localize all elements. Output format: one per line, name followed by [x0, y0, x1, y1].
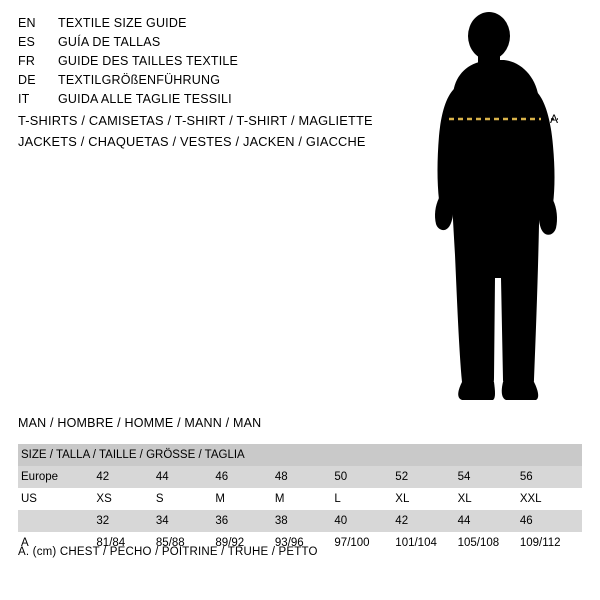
category-list — [18, 110, 418, 152]
category-tshirts: T-SHIRTS / CAMISETAS / T-SHIRT / T-SHIRT / MAGLIETTE — [18, 113, 373, 128]
male-figure-illustration — [400, 10, 600, 410]
cell: L — [334, 493, 341, 505]
cell: 97/100 — [334, 537, 370, 549]
cell: 42 — [96, 471, 110, 483]
measure-marker-label: A — [550, 112, 559, 126]
cell: 56 — [519, 471, 533, 483]
language-row — [18, 92, 378, 111]
cell: 40 — [334, 515, 348, 527]
row-label: US — [21, 493, 37, 505]
cell: XXL — [519, 493, 542, 505]
cell: 109/112 — [519, 537, 561, 549]
cell: 50 — [334, 471, 348, 483]
cell: 81/84 — [96, 537, 126, 549]
language-code: ES — [18, 35, 36, 49]
language-row — [18, 54, 378, 73]
table-row — [18, 510, 582, 532]
language-row — [18, 35, 378, 54]
cell: 54 — [457, 471, 471, 483]
figure-svg — [400, 10, 600, 410]
table-row — [18, 488, 582, 510]
language-code: FR — [18, 54, 36, 68]
cell: 34 — [155, 515, 169, 527]
language-text: TEXTILE SIZE GUIDE — [58, 16, 187, 30]
language-code: EN — [18, 16, 36, 30]
cell: 101/104 — [395, 537, 437, 549]
cell: 48 — [274, 471, 288, 483]
table-title: MAN / HOMBRE / HOMME / MANN / MAN — [18, 416, 262, 430]
language-row — [18, 73, 378, 92]
language-text: GUÍA DE TALLAS — [58, 35, 161, 49]
cell: 32 — [96, 515, 110, 527]
cell: 46 — [215, 471, 229, 483]
row-label: Europe — [21, 471, 59, 483]
table-header-row — [18, 444, 582, 466]
language-text: TEXTILGRÖßENFÜHRUNG — [58, 73, 221, 87]
figure-body — [435, 12, 557, 400]
cell: 42 — [395, 515, 409, 527]
language-code: IT — [18, 92, 30, 106]
cell: 36 — [215, 515, 229, 527]
cell: 85/88 — [155, 537, 185, 549]
cell: 105/108 — [457, 537, 500, 549]
cell: 93/96 — [274, 537, 304, 549]
table-header-label: SIZE / TALLA / TAILLE / GRÖSSE / TAGLIA — [21, 449, 245, 461]
cell: M — [274, 493, 285, 505]
row-label: A — [21, 537, 29, 549]
language-code: DE — [18, 73, 36, 87]
cell: 38 — [274, 515, 288, 527]
language-row — [18, 16, 378, 35]
cell: 89/92 — [215, 537, 245, 549]
cell: 52 — [395, 471, 409, 483]
language-text: GUIDE DES TAILLES TEXTILE — [58, 54, 239, 68]
category-jackets: JACKETS / CHAQUETAS / VESTES / JACKEN / GIACCHE — [18, 134, 366, 149]
size-table — [18, 444, 582, 554]
cell: XS — [96, 493, 112, 505]
table-footnote: A. (cm) CHEST / PECHO / POITRINE / TRUHE / PETTO — [18, 546, 318, 558]
row-label — [18, 510, 96, 532]
table-row — [18, 466, 582, 488]
language-text: GUIDA ALLE TAGLIE TESSILI — [58, 92, 232, 106]
cell: 46 — [519, 515, 533, 527]
cell: M — [215, 493, 225, 505]
cell: XL — [457, 493, 472, 505]
cell: XL — [395, 493, 410, 505]
cell: 44 — [457, 515, 471, 527]
cell: 44 — [155, 471, 169, 483]
cell: S — [155, 493, 164, 505]
language-list — [18, 16, 378, 111]
